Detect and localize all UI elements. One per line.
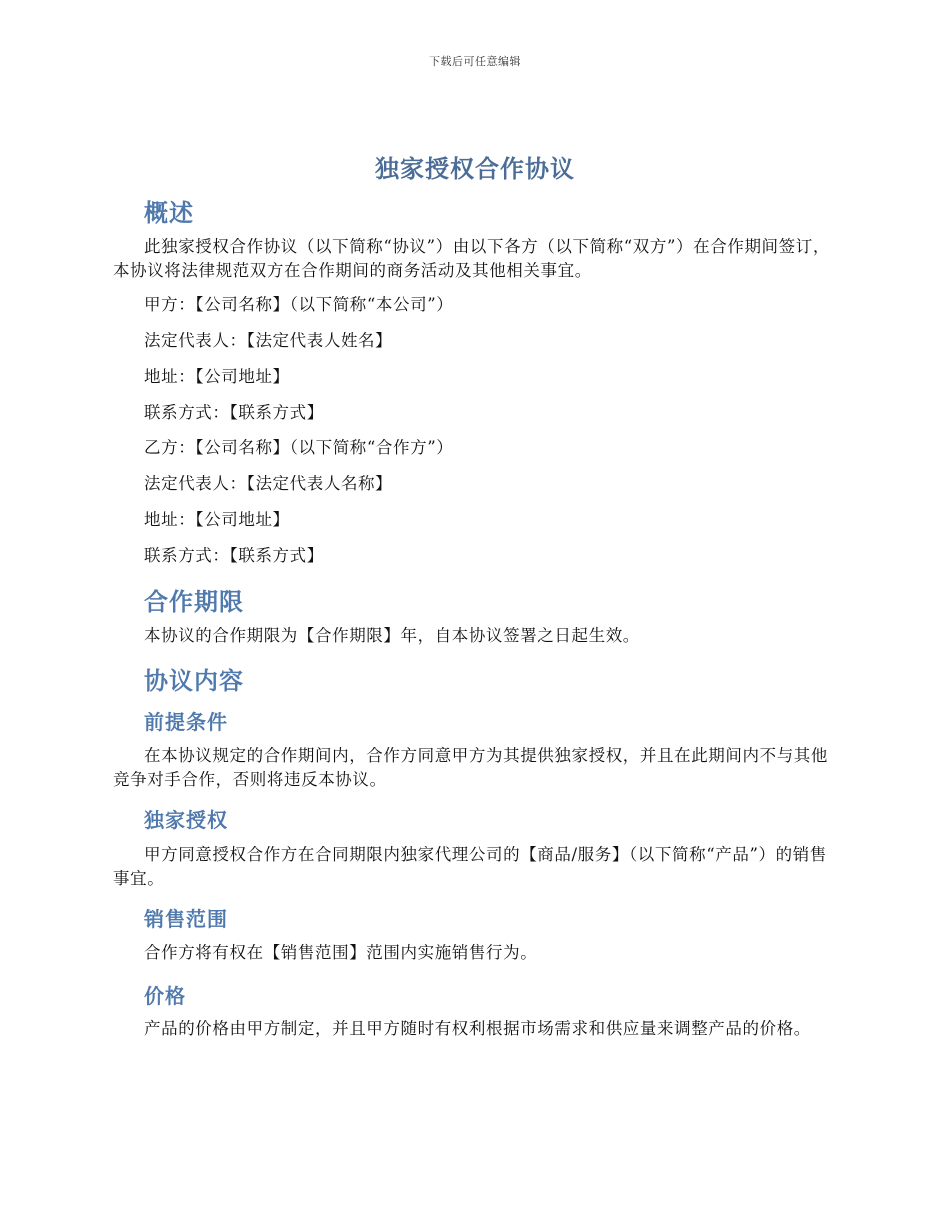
section-heading-content: 协议内容 [144,667,244,695]
section-heading-term: 合作期限 [144,588,244,616]
term-paragraph: 本协议的合作期限为【合作期限】年，自本协议签署之日起生效。 [144,626,640,645]
party-b-line: 乙方：【公司名称】（以下简称“合作方”） [144,438,454,457]
precondition-paragraph: 在本协议规定的合作期间内，合作方同意甲方为其提供独家授权，并且在此期间内不与其他竞争对手合作，否则将违反本协议。 [113,746,828,789]
price-paragraph: 产品的价格由甲方制定，并且甲方随时有权利根据市场需求和供应量来调整产品的价格。 [144,1019,811,1038]
sales-scope-paragraph: 合作方将有权在【销售范围】范围内实施销售行为。 [144,943,538,962]
overview-intro-paragraph: 此独家授权合作协议（以下简称“协议”）由以下各方（以下简称“双方”）在合作期间签订，本协议将法律规范双方在合作期间的商务活动及其他相关事宜。 [113,237,830,280]
party-a-line: 甲方：【公司名称】（以下简称“本公司”） [144,295,454,314]
party-b-representative-line: 法定代表人：【法定代表人名称】 [144,474,393,493]
party-b-contact-line: 联系方式：【联系方式】 [144,546,324,565]
party-a-representative-line: 法定代表人：【法定代表人姓名】 [144,331,393,350]
section-heading-overview: 概述 [144,199,194,227]
subsection-heading-precondition: 前提条件 [144,710,228,734]
party-b-address-line: 地址：【公司地址】 [144,510,290,529]
party-a-address-line: 地址：【公司地址】 [144,367,290,386]
subsection-heading-sales-scope: 销售范围 [144,907,228,931]
document-title: 独家授权合作协议 [375,155,575,183]
exclusive-paragraph: 甲方同意授权合作方在合同期限内独家代理公司的【商品/服务】（以下简称“产品”）的销售事宜。 [113,845,827,888]
subsection-heading-price: 价格 [144,984,186,1008]
party-a-contact-line: 联系方式：【联系方式】 [144,403,324,422]
page-header-note: 下载后可任意编辑 [429,55,521,68]
subsection-heading-exclusive: 独家授权 [144,808,228,832]
